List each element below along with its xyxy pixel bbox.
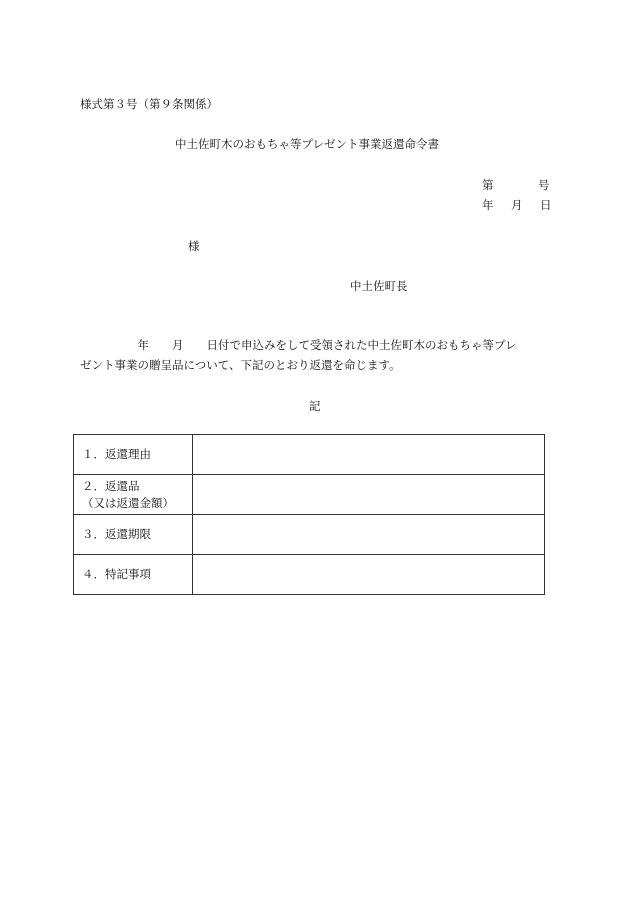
table-row <box>74 515 545 555</box>
row-value-special-notes[interactable] <box>193 555 545 595</box>
table-row <box>74 555 545 595</box>
addressee-honorific: 様 <box>188 239 200 253</box>
issuer-name: 中土佐町長 <box>350 279 408 293</box>
row-label-line-1: ２．返還品 <box>82 478 140 493</box>
row-label-return-deadline: ３．返還期限 <box>74 515 193 555</box>
row-label-return-reason: １．返還理由 <box>74 435 193 475</box>
row-value-return-reason[interactable] <box>193 435 545 475</box>
date-year-label: 年 <box>482 198 494 212</box>
table-row <box>74 475 545 515</box>
document-title: 中土佐町木のおもちゃ等プレゼント事業返還命令書 <box>175 137 440 151</box>
row-label-return-item <box>74 475 193 515</box>
body-text-line-2: ゼント事業の贈呈品について、下記のとおり返還を命じます。 <box>80 358 401 372</box>
row-value-return-item[interactable] <box>193 475 545 515</box>
row-label-special-notes: ４．特記事項 <box>74 555 193 595</box>
number-suffix: 号 <box>538 178 550 192</box>
items-table <box>73 434 545 595</box>
date-day-label: 日 <box>540 198 552 212</box>
ki-heading: 記 <box>309 399 321 413</box>
number-prefix: 第 <box>482 178 494 192</box>
body-text-line-1: 年 月 日付で申込みをして受領された中土佐町木のおもちゃ等プレ <box>80 338 517 352</box>
date-month-label: 月 <box>511 198 523 212</box>
row-value-return-deadline[interactable] <box>193 515 545 555</box>
row-label-line-2: （又は返還金額） <box>82 495 174 510</box>
table-row <box>74 435 545 475</box>
form-number: 様式第３号（第９条関係） <box>80 97 218 111</box>
